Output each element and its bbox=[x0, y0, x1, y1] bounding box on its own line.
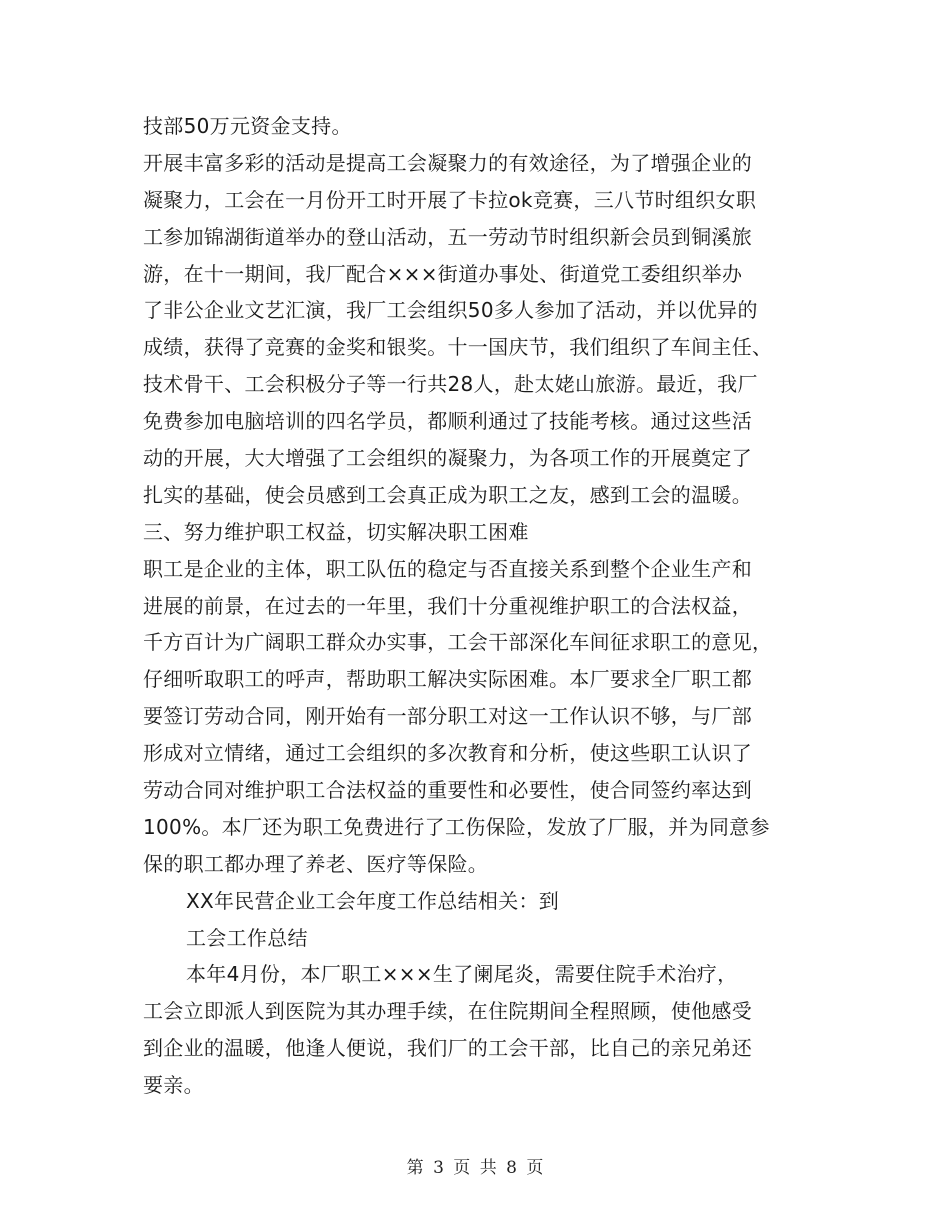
text-line: 到企业的温暖，他逢人便说，我们厂的工会干部，比自己的亲兄弟还 bbox=[143, 1036, 752, 1061]
page-number-footer: 第 3 页 共 8 页 bbox=[406, 1158, 544, 1178]
text-line: 开展丰富多彩的活动是提高工会凝聚力的有效途径，为了增强企业的 bbox=[143, 150, 752, 175]
text-line: 劳动合同对维护职工合法权益的重要性和必要性，使合同签约率达到 bbox=[143, 778, 752, 803]
text-line: 扎实的基础，使会员感到工会真正成为职工之友，感到工会的温暖。 bbox=[143, 482, 752, 507]
text-line: 保的职工都办理了养老、医疗等保险。 bbox=[143, 851, 489, 876]
text-line: 要签订劳动合同，刚开始有一部分职工对这一工作认识不够，与厂部 bbox=[143, 704, 752, 729]
text-line: 了非公企业文艺汇演，我厂工会组织50多人参加了活动，并以优异的 bbox=[143, 298, 758, 323]
text-line: 本年4月份，本厂职工×××生了阑尾炎，需要住院手术治疗， bbox=[186, 962, 738, 987]
text-line: 技部50万元资金支持。 bbox=[143, 114, 352, 138]
text-line: 动的开展，大大增强了工会组织的凝聚力，为各项工作的开展奠定了 bbox=[143, 446, 752, 471]
section-heading: 三、努力维护职工权益，切实解决职工困难 bbox=[143, 519, 529, 544]
text-line: 形成对立情绪，通过工会组织的多次教育和分析，使这些职工认识了 bbox=[143, 741, 752, 766]
document-body bbox=[143, 108, 803, 1104]
text-line: 免费参加电脑培训的四名学员，都顺利通过了技能考核。通过这些活 bbox=[143, 409, 752, 434]
text-line: 要亲。 bbox=[143, 1073, 204, 1098]
related-subtitle-line: 工会工作总结 bbox=[186, 925, 308, 950]
text-line: 技术骨干、工会积极分子等一行共28人，赴太姥山旅游。最近，我厂 bbox=[143, 372, 758, 397]
text-line: 凝聚力，工会在一月份开工时开展了卡拉ok竞赛，三八节时组织女职 bbox=[143, 187, 757, 212]
text-line: 职工是企业的主体，职工队伍的稳定与否直接关系到整个企业生产和 bbox=[143, 556, 752, 581]
text-line: 工参加锦湖街道举办的登山活动，五一劳动节时组织新会员到铜溪旅 bbox=[143, 224, 752, 249]
text-line: 千方百计为广阔职工群众办实事，工会干部深化车间征求职工的意见， bbox=[143, 630, 773, 655]
text-line: 进展的前景，在过去的一年里，我们十分重视维护职工的合法权益， bbox=[143, 593, 752, 618]
text-line: 游，在十一期间，我厂配合×××街道办事处、街道党工委组织举办 bbox=[143, 261, 743, 286]
text-line: 工会立即派人到医院为其办理手续，在住院期间全程照顾，使他感受 bbox=[143, 999, 752, 1024]
text-line: 仔细听取职工的呼声，帮助职工解决实际困难。本厂要求全厂职工都 bbox=[143, 667, 752, 692]
related-title-line: XX年民营企业工会年度工作总结相关：到 bbox=[186, 888, 560, 913]
text-line: 100%。本厂还为职工免费进行了工伤保险，发放了厂服，并为同意参 bbox=[143, 814, 770, 839]
text-line: 成绩，获得了竞赛的金奖和银奖。十一国庆节，我们组织了车间主任、 bbox=[143, 335, 773, 360]
